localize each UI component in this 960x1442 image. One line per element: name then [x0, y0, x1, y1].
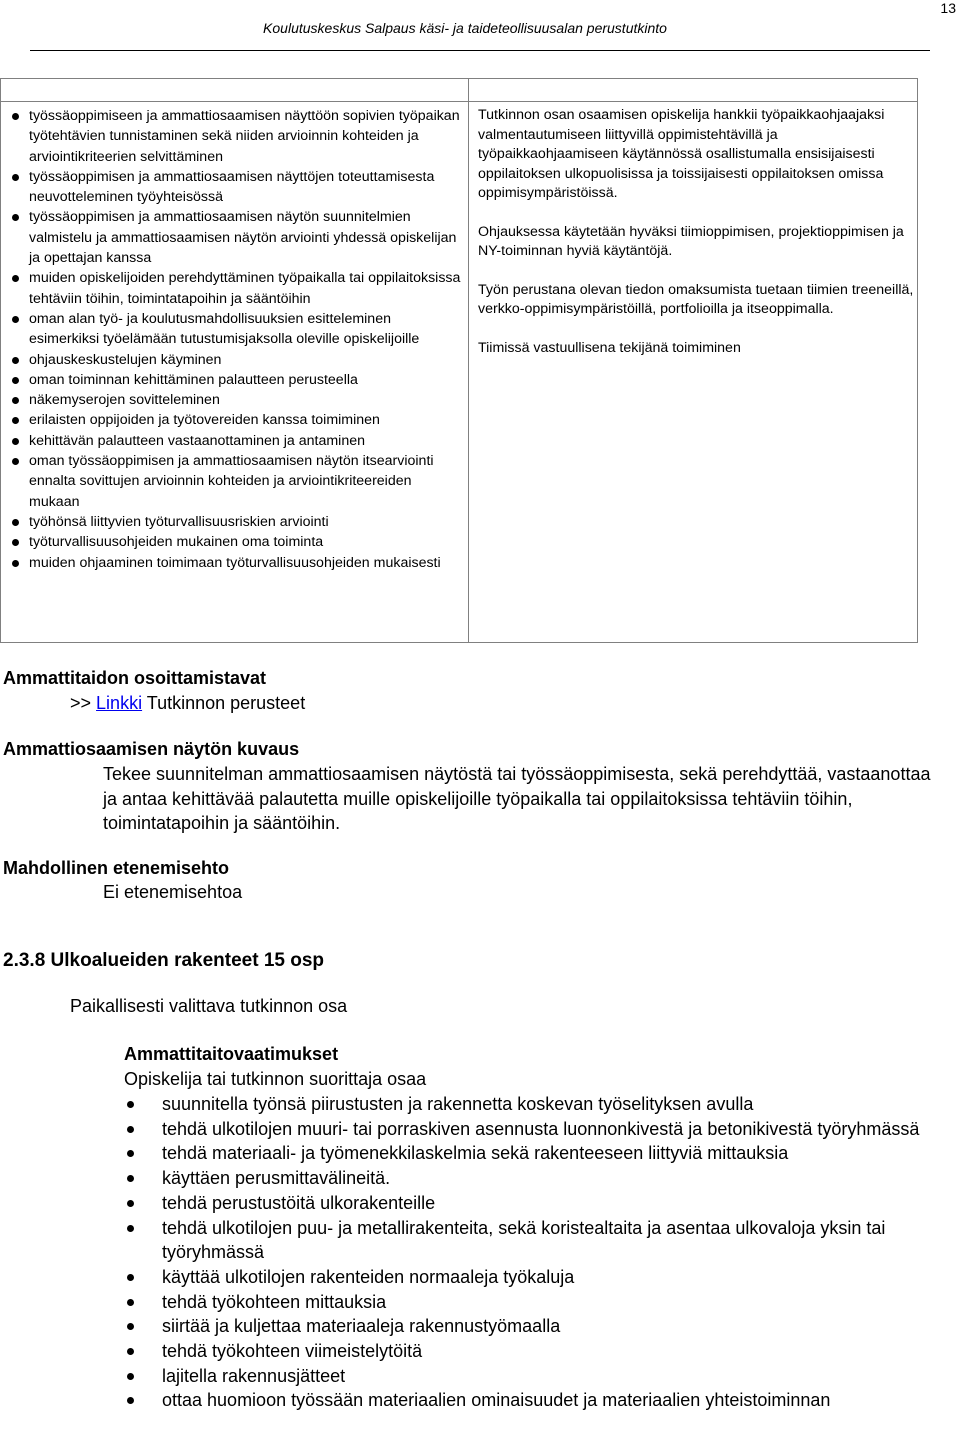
list-item-text: erilaisten oppijoiden ja työtovereiden kanssa toimiminen [29, 412, 380, 429]
table-right-cell [478, 106, 914, 377]
running-header: Koulutuskeskus Salpaus käsi- ja taideteollisuusalan perustutkinto [263, 20, 667, 36]
bullet-icon [127, 1175, 134, 1182]
bullet-icon [127, 1299, 134, 1306]
list-item [124, 1141, 944, 1166]
tavat-link-line [70, 691, 305, 716]
list-item-text: tehdä työkohteen viimeistelytöitä [162, 1341, 423, 1362]
requirements-bullet-list [124, 1092, 944, 1413]
link-prefix: >> [70, 693, 92, 713]
list-item-text: työssäoppimisen ja ammattiosaamisen näytön suunnitelmien valmistelu ja ammattiosaamisen näytön arviointi yhdessä opiskelijan ja opettajan kanssa [29, 209, 457, 267]
list-item [12, 431, 462, 451]
right-paragraph: Työn perustana olevan tiedon omaksumista tuetaan tiimien treeneillä, verkko-oppimisympäristöillä, portfolioilla ja itseoppimalla. [478, 281, 914, 317]
tutkinnon-osa-title: 2.3.8 Ulkoalueiden rakenteet 15 osp [3, 950, 325, 971]
list-item [124, 1191, 944, 1216]
bullet-icon [12, 539, 19, 546]
list-item [12, 512, 462, 532]
bullet-icon [127, 1150, 134, 1157]
bullet-icon [12, 357, 19, 364]
list-item [124, 1290, 944, 1315]
list-item-text: suunnitella työnsä piirustusten ja rakennetta koskevan työselityksen avulla [162, 1094, 754, 1114]
bullet-icon [12, 438, 19, 445]
bullet-icon [127, 1373, 134, 1380]
list-item [12, 553, 462, 573]
table-left-cell [12, 106, 462, 573]
list-item [124, 1314, 944, 1339]
bullet-icon [12, 214, 19, 221]
list-item [124, 1117, 944, 1142]
list-item [12, 207, 462, 268]
bullet-icon [127, 1225, 134, 1232]
bullet-icon [12, 275, 19, 282]
bullet-icon [12, 458, 19, 465]
right-paragraph: Ohjauksessa käytetään hyväksi tiimioppimisen, projektioppimisen ja NY-toiminnan hyviä käytäntöjä. [478, 223, 904, 259]
bullet-icon [12, 113, 19, 120]
list-item-text: tehdä ulkotilojen muuri- tai porraskiven asennusta luonnonkivestä ja betonikivestä työryhmässä [162, 1118, 920, 1139]
list-item-text: käyttäen perusmittavälineitä. [162, 1168, 391, 1189]
bullet-icon [12, 377, 19, 384]
bullet-icon [12, 316, 19, 323]
bullet-icon [127, 1126, 134, 1133]
list-item [12, 350, 462, 370]
list-item [12, 309, 462, 350]
bullet-icon [12, 174, 19, 181]
list-item [12, 532, 462, 552]
requirements-list-wrap [124, 1092, 944, 1413]
list-item-text: siirtää ja kuljettaa materiaaleja rakennustyömaalla [162, 1316, 561, 1337]
list-item-text: työhönsä liittyvien työturvallisuusriskien arviointi [29, 513, 329, 530]
list-item-text: oman alan työ- ja koulutusmahdollisuuksien esitteleminen esimerkiksi työelämään tutustumisjaksolla oleville opiskelijoille [29, 310, 420, 348]
list-item-text: muiden ohjaaminen toimimaan työturvallisuusohjeiden mukaisesti [29, 554, 441, 571]
right-paragraph: Tiimissä vastuullisena tekijänä toimiminen [478, 339, 741, 356]
bullet-icon [12, 417, 19, 424]
requirements-heading: Ammattitaitovaatimukset [124, 1044, 339, 1064]
list-item-text: tehdä ulkotilojen puu- ja metallirakenteita, sekä koristealtaita ja asentaa ulkovaloja yksin tai työryhmässä [162, 1217, 886, 1263]
bullet-icon [12, 560, 19, 567]
bullet-icon [127, 1101, 134, 1108]
skills-bullet-list [12, 106, 462, 573]
list-item-text: ottaa huomioon työssään materiaalien ominaisuudet ja materiaalien yhteistoiminnan [162, 1390, 831, 1411]
tavat-heading: Ammattitaidon osoittamistavat [3, 668, 267, 688]
list-item [124, 1216, 944, 1265]
kuvaus-heading: Ammattiosaamisen näytön kuvaus [3, 739, 300, 759]
header-rule [30, 50, 930, 51]
link-suffix: Tutkinnon perusteet [146, 693, 306, 713]
list-item-text: muiden opiskelijoiden perehdyttäminen työpaikalla tai oppilaitoksissa tehtäviin töihin, toimintatapoihin ja sääntöihin [29, 270, 461, 307]
list-item-text: tehdä työkohteen mittauksia [162, 1291, 387, 1312]
bullet-icon [127, 1274, 134, 1281]
table-column-divider [468, 79, 469, 642]
list-item [124, 1265, 944, 1290]
bullet-icon [12, 519, 19, 526]
list-item-text: tehdä materiaali- ja työmenekkilaskelmia sekä rakenteeseen liittyviä mittauksia [162, 1143, 789, 1164]
list-item [12, 451, 462, 512]
list-item [124, 1388, 944, 1413]
page-number: 13 [940, 0, 956, 16]
list-item-text: ohjauskeskustelujen käyminen [29, 351, 222, 368]
bullet-icon [127, 1323, 134, 1330]
bullet-icon [127, 1397, 134, 1404]
list-item-text: työturvallisuusohjeiden mukainen oma toiminta [29, 534, 324, 551]
list-item-text: tehdä perustustöitä ulkorakenteille [162, 1192, 436, 1213]
list-item [124, 1166, 944, 1191]
table-empty-header-row [1, 79, 917, 102]
right-paragraph: Tutkinnon osan osaamisen opiskelija hankkii työpaikkaohjaajaksi valmentautumiseen liittyvillä oppimistehtävillä ja työpaikkaohjaamiseen käytännössä osallistumalla ensisijaisesti oppilaitoksen ulkopuolisissa ja toissijaisesti oppilaitoksen omissa oppimisympäristöissä. [478, 107, 885, 201]
list-item-text: oman työssäoppimisen ja ammattiosaamisen näytön itsearviointi ennalta sovittujen arvioinnin kohteiden ja arviointikriteereiden mukaan [29, 453, 434, 510]
list-item [12, 370, 462, 390]
list-item-text: lajitella rakennusjätteet [162, 1365, 346, 1386]
list-item [12, 410, 462, 430]
list-item [12, 106, 462, 167]
kuvaus-text: Tekee suunnitelman ammattiosaamisen näytöstä tai työssäoppimisesta, sekä perehdyttää, vastaanottaa ja antaa kehittävää palautetta muille opiskelijoille työpaikalla tai oppilaitoksissa tehtäviin töihin, toimintatapoihin ja sääntöihin. [103, 764, 931, 833]
list-item-text: käyttää ulkotilojen rakenteiden normaaleja työkaluja [162, 1266, 575, 1287]
list-item-text: näkemyserojen sovitteleminen [29, 392, 220, 409]
tutkinnon-perusteet-link[interactable]: Linkki [96, 693, 143, 713]
list-item-text: työssäoppimiseen ja ammattiosaamisen näyttöön sopivien työpaikan työtehtävien tunnistaminen sekä niiden arvioinnin kohteiden ja arviointikriteerien selvittäminen [29, 108, 460, 165]
list-item [12, 268, 462, 309]
list-item [12, 390, 462, 410]
list-item [124, 1364, 944, 1389]
list-item [12, 167, 462, 208]
bullet-icon [127, 1200, 134, 1207]
etenemisehto-heading: Mahdollinen etenemisehto [3, 858, 230, 878]
tutkinnon-osa-subtitle: Paikallisesti valittava tutkinnon osa [70, 996, 348, 1016]
list-item-text: kehittävän palautteen vastaanottaminen ja antaminen [29, 432, 366, 449]
list-item-text: työssäoppimisen ja ammattiosaamisen näyttöjen toteuttamisesta neuvotteleminen työyhteisössä [29, 168, 435, 206]
bullet-icon [12, 397, 19, 404]
etenemisehto-text: Ei etenemisehtoa [103, 882, 243, 902]
bullet-icon [127, 1348, 134, 1355]
list-item [124, 1092, 944, 1117]
list-item-text: oman toiminnan kehittäminen palautteen perusteella [29, 371, 358, 388]
requirements-intro: Opiskelija tai tutkinnon suorittaja osaa [124, 1069, 427, 1089]
list-item [124, 1339, 944, 1364]
